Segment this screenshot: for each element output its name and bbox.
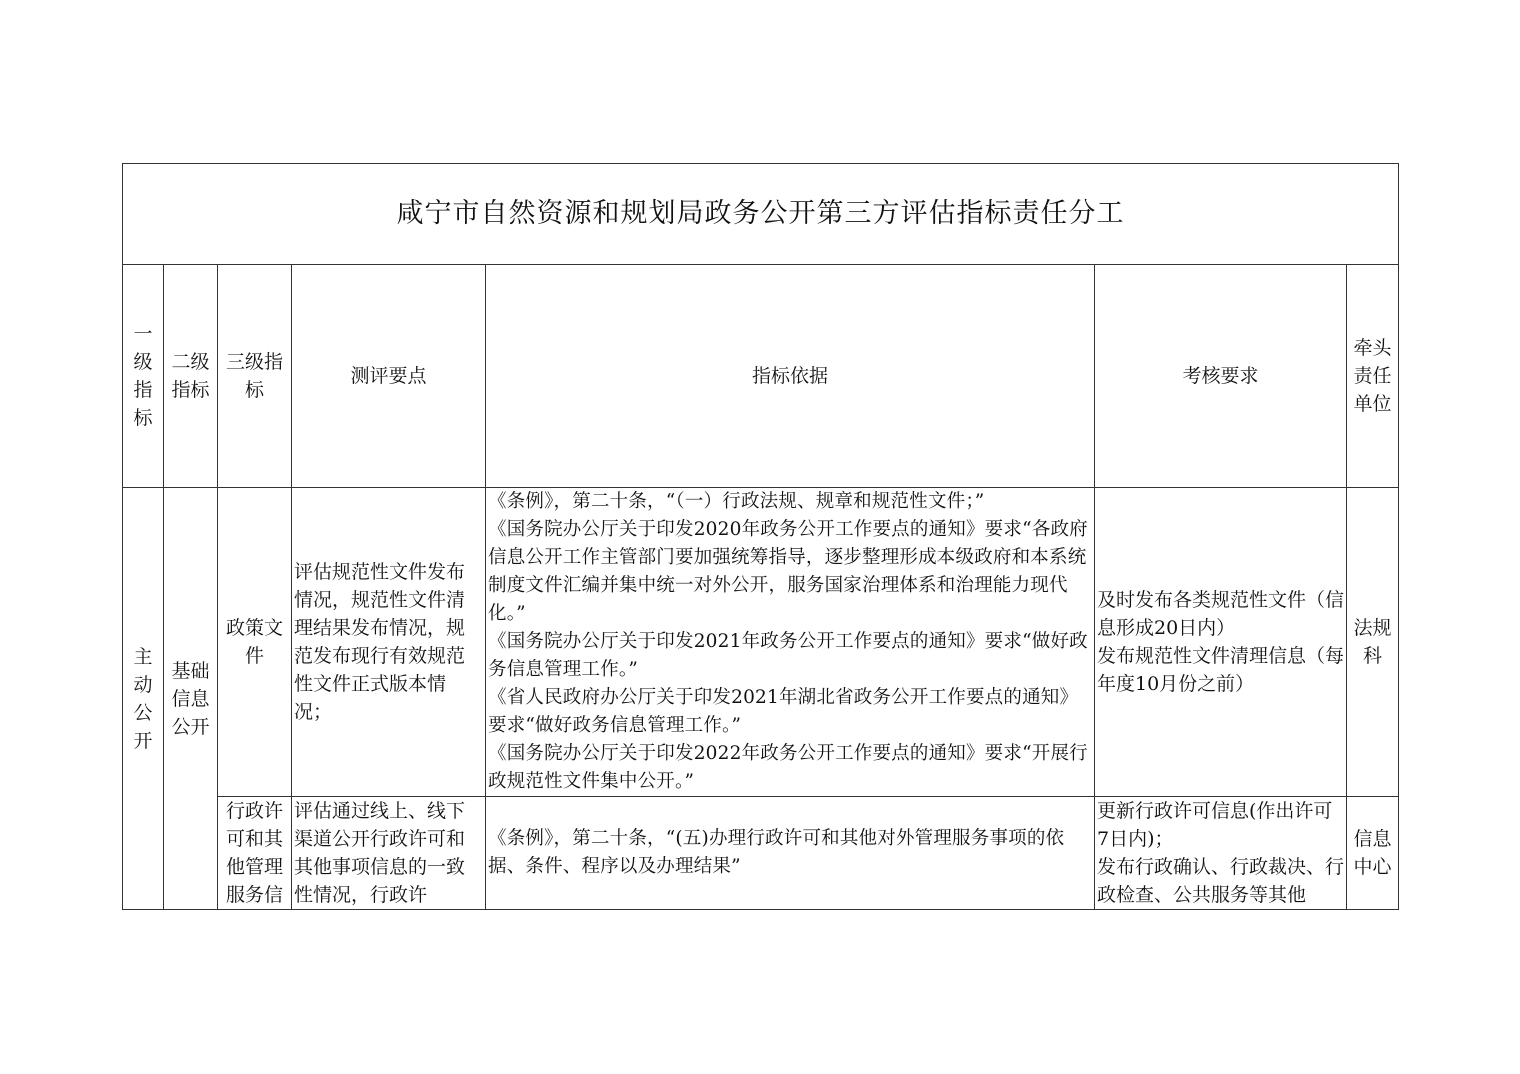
unit-cell: 法规科 (1347, 488, 1399, 797)
header-level2: 二级指标 (164, 265, 218, 488)
header-level3: 三级指标 (218, 265, 292, 488)
unit-cell: 信息中心 (1347, 797, 1399, 910)
basis-cell: 《条例》，第二十条，“（一）行政法规、规章和规范性文件；” 《国务院办公厅关于印发2020年政务公开工作要点的通知》要求“各政府信息公开工作主管部门要加强统筹指导，逐步整理形成本级政府和本系统制度文件汇编并集中统一对外公开，服务国家治理体系和治理能力现代化。” 《国务院办公厅关于印发2021年政务公开工作要点的通知》要求“做好政务信息管理工作。” 《省人民政府办公厅关于印发2021年湖北省政务公开工作要点的通知》要求“做好政务信息管理工作。” 《国务院办公厅关于印发2022年政务公开工作要点的通知》要求“开展行政规范性文件集中公开。” (486, 488, 1095, 797)
header-unit: 牵头责任单位 (1347, 265, 1399, 488)
level3-cell: 行政许可和其他管理服务信 (225, 800, 283, 906)
points-cell: 评估规范性文件发布情况，规范性文件清理结果发布情况，规范发布现行有效规范性文件正式版本情况； (292, 488, 486, 797)
header-row (123, 265, 1399, 488)
header-level1: 一级指标 (123, 265, 164, 488)
table-row (123, 488, 1399, 797)
level1-cell: 主动公开 (123, 488, 164, 910)
requirements-cell: 更新行政许可信息(作出许可7日内)； 发布行政确认、行政裁决、行政检查、公共服务等其他 (1097, 800, 1344, 906)
document-title: 咸宁市自然资源和规划局政务公开第三方评估指标责任分工 (123, 164, 1399, 265)
points-cell: 评估通过线上、线下渠道公开行政许可和其他事项信息的一致性情况，行政许 (294, 800, 466, 906)
basis-cell: 《条例》，第二十条，“(五)办理行政许可和其他对外管理服务事项的依据、条件、程序以及办理结果” (486, 797, 1095, 910)
level3-cell: 政策文件 (218, 488, 292, 797)
header-basis: 指标依据 (486, 265, 1095, 488)
responsibility-table (122, 163, 1399, 910)
header-requirements: 考核要求 (1095, 265, 1347, 488)
requirements-cell: 及时发布各类规范性文件（信息形成20日内） 发布规范性文件清理信息（每年度10月份之前） (1095, 488, 1347, 797)
header-points: 测评要点 (292, 265, 486, 488)
table-row (123, 797, 1399, 910)
level2-cell: 基础信息公开 (164, 488, 218, 910)
